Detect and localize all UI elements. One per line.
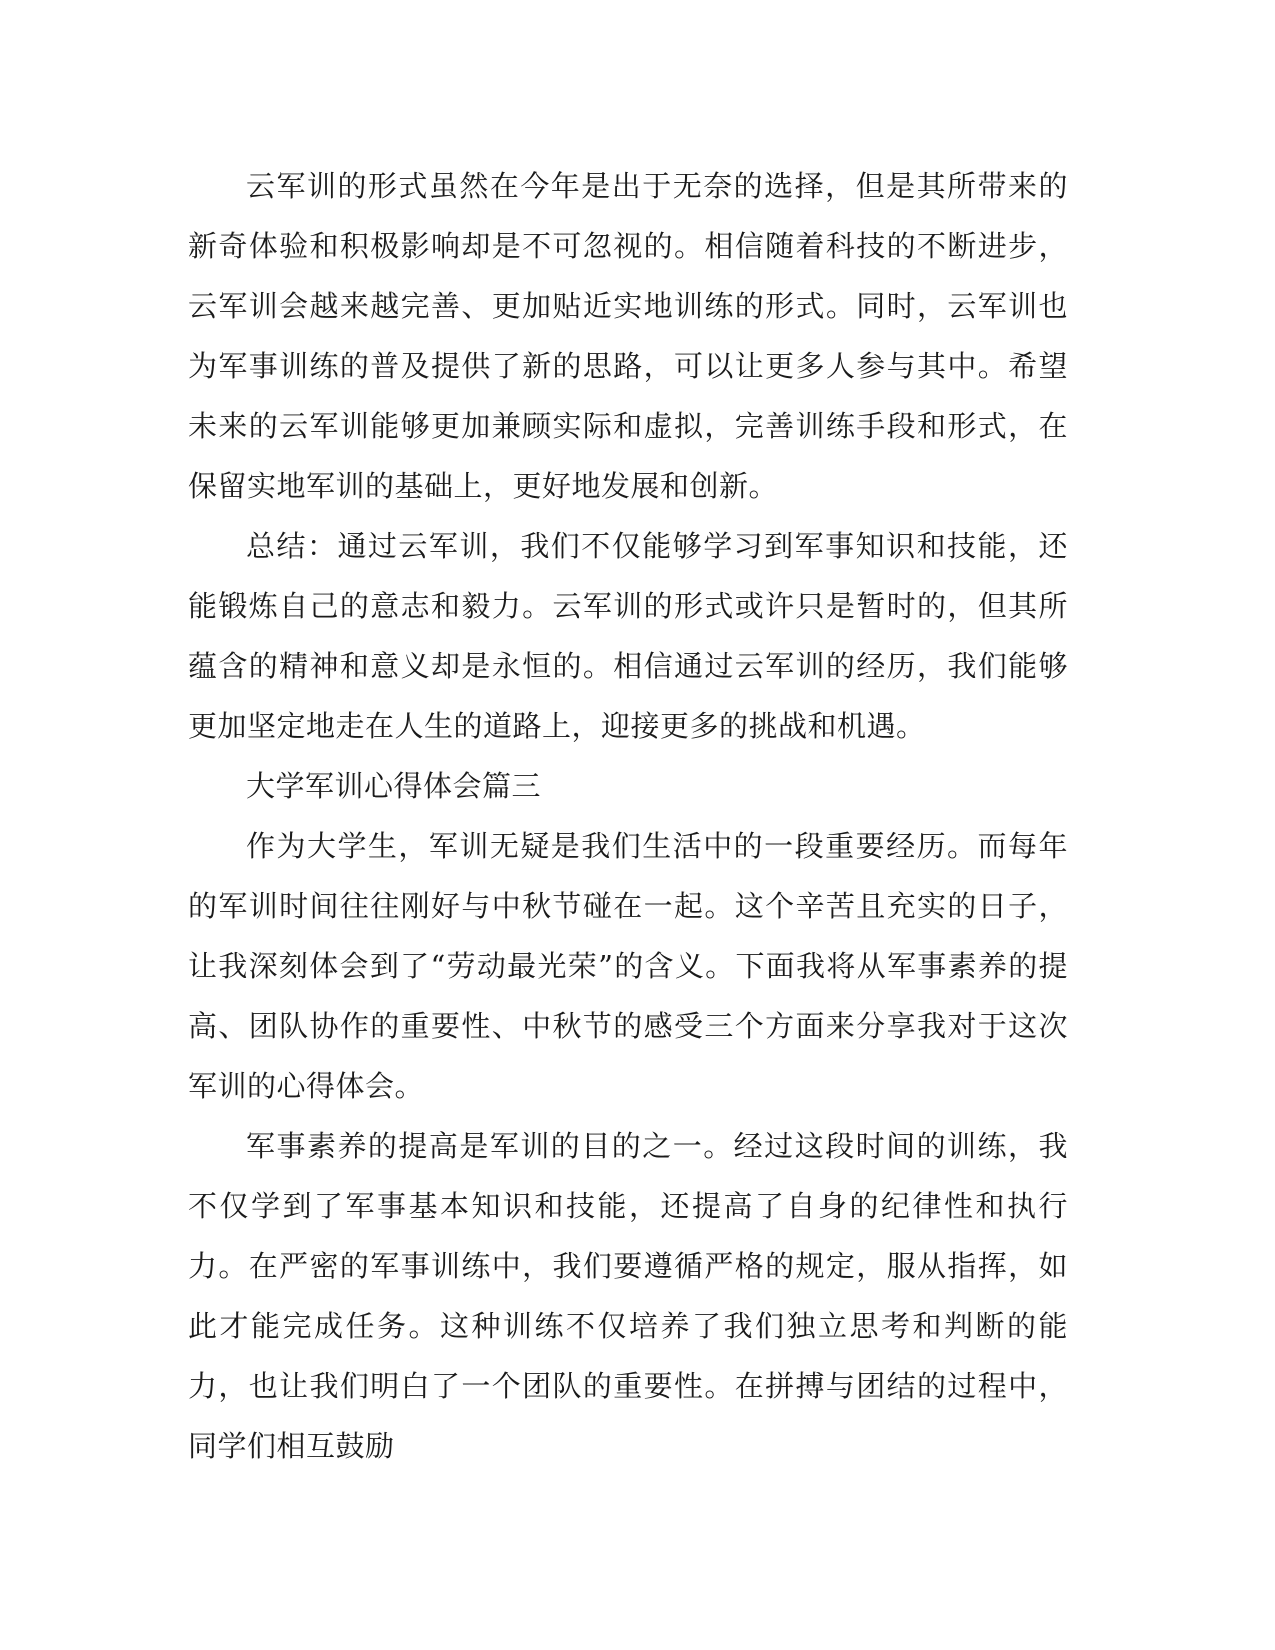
section-heading: 大学军训心得体会篇三: [246, 769, 542, 803]
paragraph-cloud-training: 云军训的形式虽然在今年是出于无奈的选择，但是其所带来的新奇体验和积极影响却是不可忽视的。相信随着科技的不断进步，云军训会越来越完善、更加贴近实地训练的形式。同时，云军训也为军事训练的普及提供了新的思路，可以让更多人参与其中。希望未来的云军训能够更加兼顾实际和虚拟，完善训练手段和形式，在保留实地军训的基础上，更好地发展和创新。: [188, 169, 1068, 503]
paragraph-summary: 总结：通过云军训，我们不仅能够学习到军事知识和技能，还能锻炼自己的意志和毅力。云军训的形式或许只是暂时的，但其所蕴含的精神和意义却是永恒的。相信通过云军训的经历，我们能够更加坚定地走在人生的道路上，迎接更多的挑战和机遇。: [188, 529, 1068, 743]
paragraph-military-quality: 军事素养的提高是军训的目的之一。经过这段时间的训练，我不仅学到了军事基本知识和技能，还提高了自身的纪律性和执行力。在严密的军事训练中，我们要遵循严格的规定，服从指挥，如此才能完成任务。这种训练不仅培养了我们独立思考和判断的能力，也让我们明白了一个团队的重要性。在拼搏与团结的过程中，同学们相互鼓励: [188, 1129, 1068, 1463]
paragraph-intro: 作为大学生，军训无疑是我们生活中的一段重要经历。而每年的军训时间往往刚好与中秋节碰在一起。这个辛苦且充实的日子，让我深刻体会到了“劳动最光荣”的含义。下面我将从军事素养的提高、团队协作的重要性、中秋节的感受三个方面来分享我对于这次军训的心得体会。: [188, 829, 1068, 1103]
document-body: [188, 156, 1068, 1476]
